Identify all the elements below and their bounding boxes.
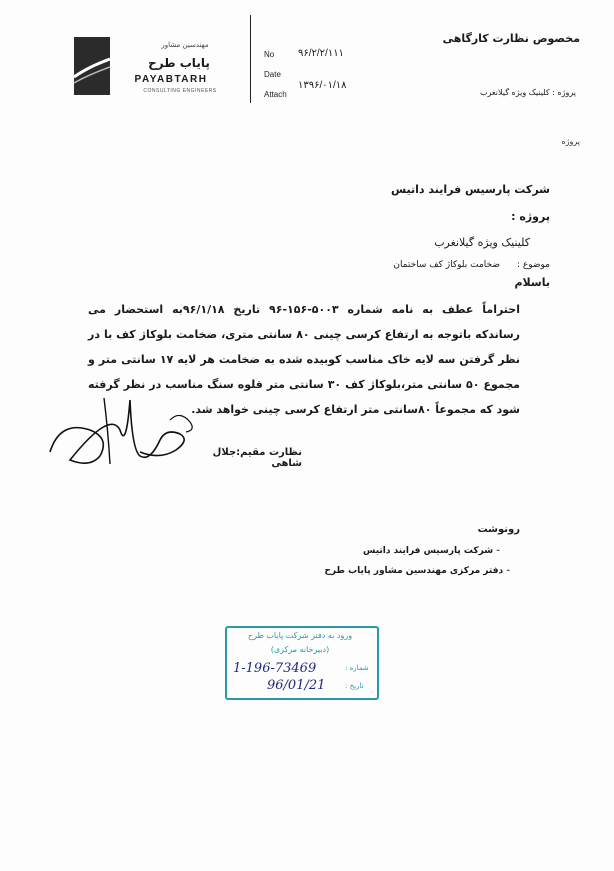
logo-english-name: PAYABTARH [134,74,208,85]
project-name: کلینیک ویژه گیلانغرب [434,236,530,249]
cc-heading: رونوشت [477,524,520,535]
receipt-date: 96/01/21 [267,678,326,693]
project-tag: پروژه [561,137,580,146]
receipt-number: 1-196-73469 [233,661,317,676]
letter-number-value: ۹۶/۲/۲/۱۱۱ [298,48,344,59]
letter-date-value: ۱۳۹۶/۰۱/۱۸ [298,80,347,91]
signature-title: نظارت مقیم:جلال شاهی [212,447,302,469]
letter-number-label: No [264,50,275,59]
cc-item [300,546,500,556]
site-supervision-stamp: مخصوص نظارت کارگاهی [442,32,580,45]
cc-item [310,566,510,576]
greeting: باسلام [514,276,550,289]
receipt-number-label: شماره : [345,664,369,672]
logo-subtitle: CONSULTING ENGINEERS [143,88,217,94]
subject-label: موضوع : [516,260,550,270]
letter-attach-label: Attach [264,90,287,99]
company-logo-mark [74,37,110,95]
receipt-stamp [225,626,379,700]
letter-paragraph: احتراماً عطف به نامه شماره ۵۰۰۳-۱۵۶-۹۶ تاریخ ۹۶/۱/۱۸به استحضار می رساندکه باتوجه به ارتفاع کرسی چینی ۸۰ سانتی متری، ضخامت بلوکاژ کف با در نظر گرفتن سه لایه خاک مناسب کوبیده شده به ضخامت هر لایه ۱۷ سانتی متر و مجموع ۵۰ سانتی متر،بلوکاژ کف ۳۰ سانتی متر قلوه سنگ مناسب در نظر گرفته شود که مجموعاً ۸۰سانتی متر ارتفاع کرسی چینی خواهد شد. [88,303,521,416]
stamp-project-line: پروژه : کلینیک ویژه گیلانغرب [479,88,576,97]
receipt-stamp-subtitle: (دبیرخانه مرکزی) [270,645,330,654]
cc-item-text: شرکت پارسیس فرایند داتیس [363,546,494,556]
subject-text: ضخامت بلوکاژ کف ساختمان [393,260,500,270]
header-divider [250,15,251,103]
recipient-name: شرکت پارسیس فرایند داتیس [390,183,550,196]
letter-date-label: Date [264,70,281,79]
project-label: پروژه : [511,210,550,223]
cc-dash: - [506,566,510,576]
receipt-stamp-title: ورود به دفتر شرکت پایاب طرح [247,631,353,640]
logo-persian-name: پایاب طرح [148,56,210,70]
logo-tagline: مهندسین مشاور [161,41,209,49]
cc-dash: - [496,546,500,556]
receipt-date-label: تاریخ : [345,682,364,690]
cc-item-text: دفتر مرکزی مهندسین مشاور پایاب طرح [324,566,504,576]
logo-wave-icon [74,37,110,95]
